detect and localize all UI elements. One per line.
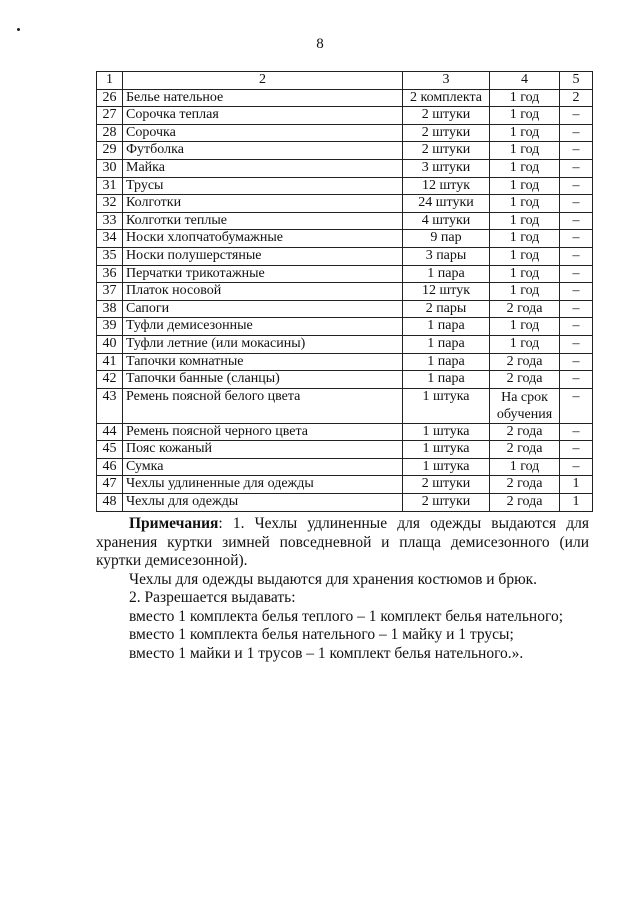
item-col5: – xyxy=(560,124,593,142)
item-name: Туфли летние (или мокасины) xyxy=(123,335,403,353)
table-row xyxy=(97,335,593,353)
item-col5: – xyxy=(560,177,593,195)
item-name: Сорочка xyxy=(123,124,403,142)
item-name: Ремень поясной черного цвета xyxy=(123,423,403,441)
notes-paragraph-6: вместо 1 майки и 1 трусов – 1 комплект белья нательного.». xyxy=(129,644,524,662)
header-col-3: 3 xyxy=(403,72,490,90)
item-col5: – xyxy=(560,265,593,283)
row-number: 35 xyxy=(97,247,123,265)
item-name: Сорочка теплая xyxy=(123,107,403,125)
item-quantity: 12 штук xyxy=(403,283,490,301)
notes-label: Примечания xyxy=(129,515,219,532)
item-quantity: 1 пара xyxy=(403,265,490,283)
item-name: Чехлы удлиненные для одежды xyxy=(123,476,403,494)
item-col5: – xyxy=(560,423,593,441)
item-col5: – xyxy=(560,230,593,248)
row-number: 27 xyxy=(97,107,123,125)
item-name: Белье нательное xyxy=(123,89,403,107)
item-term: 2 года xyxy=(490,494,560,512)
item-quantity: 2 штуки xyxy=(403,476,490,494)
item-term: 1 год xyxy=(490,335,560,353)
table-row xyxy=(97,423,593,441)
item-quantity: 1 пара xyxy=(403,318,490,336)
item-quantity: 12 штук xyxy=(403,177,490,195)
row-number: 38 xyxy=(97,300,123,318)
item-term: 1 год xyxy=(490,107,560,125)
row-number: 45 xyxy=(97,441,123,459)
item-quantity: 2 пары xyxy=(403,300,490,318)
table-row xyxy=(97,318,593,336)
table-row xyxy=(97,388,593,423)
table-row xyxy=(97,476,593,494)
item-quantity: 1 пара xyxy=(403,335,490,353)
item-name: Носки хлопчатобумажные xyxy=(123,230,403,248)
row-number: 33 xyxy=(97,212,123,230)
item-col5: 1 xyxy=(560,476,593,494)
table-row xyxy=(97,230,593,248)
item-name: Тапочки комнатные xyxy=(123,353,403,371)
notes-paragraph-1 xyxy=(96,515,589,571)
row-number: 43 xyxy=(97,388,123,423)
row-number: 29 xyxy=(97,142,123,160)
item-term: 1 год xyxy=(490,159,560,177)
item-term: 1 год xyxy=(490,230,560,248)
item-quantity: 2 штуки xyxy=(403,107,490,125)
item-col5: – xyxy=(560,371,593,389)
item-term: 2 года xyxy=(490,371,560,389)
item-col5: – xyxy=(560,335,593,353)
item-term: 1 год xyxy=(490,142,560,160)
table-row xyxy=(97,300,593,318)
item-quantity: 3 пары xyxy=(403,247,490,265)
table-row xyxy=(97,159,593,177)
item-name: Футболка xyxy=(123,142,403,160)
item-name: Чехлы для одежды xyxy=(123,494,403,512)
item-col5: – xyxy=(560,458,593,476)
item-name: Сумка xyxy=(123,458,403,476)
table-row xyxy=(97,89,593,107)
item-col5: – xyxy=(560,159,593,177)
notes-section xyxy=(96,515,589,663)
row-number: 34 xyxy=(97,230,123,248)
item-term: 2 года xyxy=(490,441,560,459)
table-row xyxy=(97,494,593,512)
row-number: 48 xyxy=(97,494,123,512)
item-name: Колготки xyxy=(123,195,403,213)
item-term: 2 года xyxy=(490,476,560,494)
item-name: Туфли демисезонные xyxy=(123,318,403,336)
table-row xyxy=(97,142,593,160)
item-quantity: 1 штука xyxy=(403,441,490,459)
row-number: 39 xyxy=(97,318,123,336)
item-name: Носки полушерстяные xyxy=(123,247,403,265)
item-name: Колготки теплые xyxy=(123,212,403,230)
row-number: 26 xyxy=(97,89,123,107)
item-quantity: 2 штуки xyxy=(403,494,490,512)
item-quantity: 3 штуки xyxy=(403,159,490,177)
row-number: 30 xyxy=(97,159,123,177)
item-term: 1 год xyxy=(490,283,560,301)
table-row xyxy=(97,212,593,230)
item-col5: – xyxy=(560,195,593,213)
item-quantity: 24 штуки xyxy=(403,195,490,213)
table-row xyxy=(97,107,593,125)
table-row xyxy=(97,177,593,195)
item-col5: – xyxy=(560,441,593,459)
item-term: 1 год xyxy=(490,212,560,230)
item-col5: – xyxy=(560,283,593,301)
item-col5: – xyxy=(560,107,593,125)
item-name: Трусы xyxy=(123,177,403,195)
item-col5: – xyxy=(560,353,593,371)
item-term: 1 год xyxy=(490,124,560,142)
item-term: 1 год xyxy=(490,458,560,476)
item-quantity: 2 штуки xyxy=(403,124,490,142)
item-col5: 2 xyxy=(560,89,593,107)
item-quantity: 1 пара xyxy=(403,353,490,371)
item-term: 1 год xyxy=(490,89,560,107)
item-quantity: 1 штука xyxy=(403,458,490,476)
item-col5: – xyxy=(560,212,593,230)
table-row xyxy=(97,195,593,213)
row-number: 37 xyxy=(97,283,123,301)
item-quantity: 1 штука xyxy=(403,423,490,441)
item-term: На срок обучения xyxy=(490,388,560,423)
scan-speck xyxy=(17,28,20,31)
row-number: 42 xyxy=(97,371,123,389)
notes-paragraph-5: вместо 1 комплекта белья нательного – 1 майку и 1 трусы; xyxy=(129,626,514,643)
item-name: Ремень поясной белого цвета xyxy=(123,388,403,423)
notes-paragraph-3: 2. Разрешается выдавать: xyxy=(129,589,296,606)
notes-paragraph-2: Чехлы для одежды выдаются для хранения костюмов и брюк. xyxy=(129,570,538,588)
notes-text-1: : 1. Чехлы удлиненные для одежды выдаются для хранения куртки зимней повседневной и плаща демисезонного (или куртки демисезонной). xyxy=(96,515,589,569)
item-term: 2 года xyxy=(490,300,560,318)
item-term: 1 год xyxy=(490,195,560,213)
row-number: 44 xyxy=(97,423,123,441)
row-number: 32 xyxy=(97,195,123,213)
row-number: 40 xyxy=(97,335,123,353)
item-name: Платок носовой xyxy=(123,283,403,301)
table-row xyxy=(97,124,593,142)
row-number: 41 xyxy=(97,353,123,371)
item-term: 2 года xyxy=(490,353,560,371)
row-number: 28 xyxy=(97,124,123,142)
table-row xyxy=(97,353,593,371)
item-name: Тапочки банные (сланцы) xyxy=(123,371,403,389)
table-row xyxy=(97,247,593,265)
item-quantity: 4 штуки xyxy=(403,212,490,230)
item-term: 1 год xyxy=(490,265,560,283)
item-name: Майка xyxy=(123,159,403,177)
item-name: Сапоги xyxy=(123,300,403,318)
item-col5: – xyxy=(560,247,593,265)
item-quantity: 2 комплекта xyxy=(403,89,490,107)
notes-paragraph-4: вместо 1 комплекта белья теплого – 1 комплект белья нательного; xyxy=(129,607,563,625)
item-name: Пояс кожаный xyxy=(123,441,403,459)
item-quantity: 1 штука xyxy=(403,388,490,423)
header-col-5: 5 xyxy=(560,72,593,90)
table-row xyxy=(97,371,593,389)
table-row xyxy=(97,441,593,459)
item-col5: – xyxy=(560,142,593,160)
item-term: 1 год xyxy=(490,177,560,195)
item-term: 1 год xyxy=(490,318,560,336)
items-table xyxy=(96,71,593,512)
item-quantity: 1 пара xyxy=(403,371,490,389)
page-number: 8 xyxy=(316,36,324,52)
header-col-4: 4 xyxy=(490,72,560,90)
row-number: 31 xyxy=(97,177,123,195)
row-number: 36 xyxy=(97,265,123,283)
item-term: 1 год xyxy=(490,247,560,265)
header-col-2: 2 xyxy=(123,72,403,90)
item-col5: – xyxy=(560,300,593,318)
item-quantity: 2 штуки xyxy=(403,142,490,160)
item-col5: – xyxy=(560,388,593,423)
item-name: Перчатки трикотажные xyxy=(123,265,403,283)
table-header-row xyxy=(97,72,593,90)
item-col5: – xyxy=(560,318,593,336)
row-number: 47 xyxy=(97,476,123,494)
item-quantity: 9 пар xyxy=(403,230,490,248)
header-col-1: 1 xyxy=(97,72,123,90)
table-row xyxy=(97,458,593,476)
row-number: 46 xyxy=(97,458,123,476)
table-row xyxy=(97,265,593,283)
item-col5: 1 xyxy=(560,494,593,512)
item-term: 2 года xyxy=(490,423,560,441)
table-row xyxy=(97,283,593,301)
